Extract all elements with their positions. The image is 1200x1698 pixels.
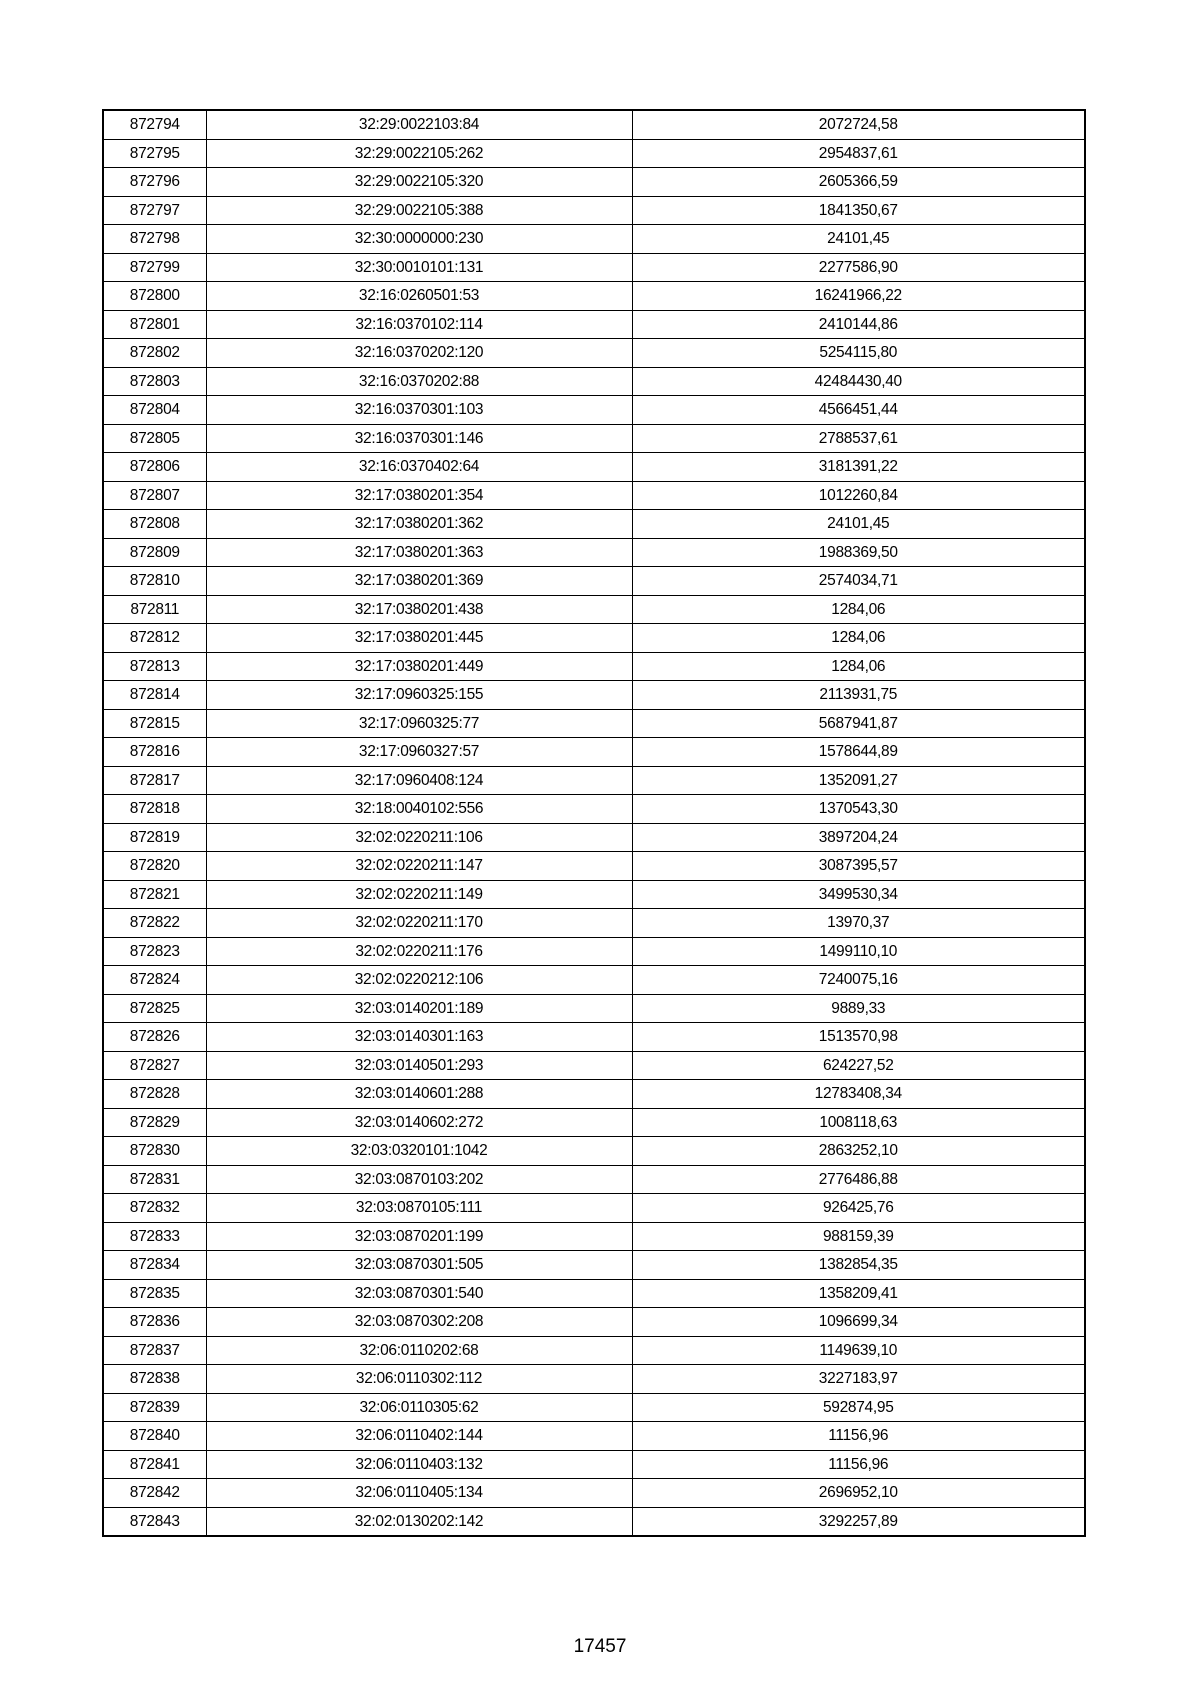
- value-cell: 1841350,67: [632, 196, 1085, 225]
- cadastral-number-cell: 32:17:0380201:354: [206, 481, 632, 510]
- value-cell: 4566451,44: [632, 396, 1085, 425]
- value-cell: 1096699,34: [632, 1308, 1085, 1337]
- value-cell: 624227,52: [632, 1051, 1085, 1080]
- cadastral-number-cell: 32:06:0110305:62: [206, 1393, 632, 1422]
- row-number-cell: 872824: [103, 966, 206, 995]
- cadastral-number-cell: 32:02:0220211:106: [206, 823, 632, 852]
- value-cell: 42484430,40: [632, 367, 1085, 396]
- value-cell: 11156,96: [632, 1422, 1085, 1451]
- cadastral-number-cell: 32:03:0870301:505: [206, 1251, 632, 1280]
- table-row: [103, 510, 1085, 539]
- cadastral-number-cell: 32:02:0220211:176: [206, 937, 632, 966]
- cadastral-number-cell: 32:06:0110302:112: [206, 1365, 632, 1394]
- row-number-cell: 872832: [103, 1194, 206, 1223]
- table-row: [103, 1507, 1085, 1536]
- cadastral-number-cell: 32:17:0380201:449: [206, 652, 632, 681]
- row-number-cell: 872796: [103, 168, 206, 197]
- table-row: [103, 225, 1085, 254]
- table-row: [103, 1023, 1085, 1052]
- table-row: [103, 880, 1085, 909]
- value-cell: 2863252,10: [632, 1137, 1085, 1166]
- row-number-cell: 872794: [103, 110, 206, 139]
- table-row: [103, 595, 1085, 624]
- cadastral-number-cell: 32:17:0380201:369: [206, 567, 632, 596]
- value-cell: 2072724,58: [632, 110, 1085, 139]
- cadastral-number-cell: 32:06:0110202:68: [206, 1336, 632, 1365]
- row-number-cell: 872795: [103, 139, 206, 168]
- cadastral-number-cell: 32:17:0380201:445: [206, 624, 632, 653]
- table-row: [103, 538, 1085, 567]
- cadastral-number-cell: 32:06:0110405:134: [206, 1479, 632, 1508]
- cadastral-number-cell: 32:03:0320101:1042: [206, 1137, 632, 1166]
- row-number-cell: 872843: [103, 1507, 206, 1536]
- cadastral-number-cell: 32:18:0040102:556: [206, 795, 632, 824]
- cadastral-number-cell: 32:17:0380201:363: [206, 538, 632, 567]
- table-row: [103, 424, 1085, 453]
- table-row: [103, 681, 1085, 710]
- cadastral-number-cell: 32:30:0000000:230: [206, 225, 632, 254]
- row-number-cell: 872809: [103, 538, 206, 567]
- value-cell: 11156,96: [632, 1450, 1085, 1479]
- table-row: [103, 766, 1085, 795]
- row-number-cell: 872804: [103, 396, 206, 425]
- row-number-cell: 872826: [103, 1023, 206, 1052]
- row-number-cell: 872817: [103, 766, 206, 795]
- value-cell: 3181391,22: [632, 453, 1085, 482]
- cadastral-number-cell: 32:06:0110402:144: [206, 1422, 632, 1451]
- row-number-cell: 872815: [103, 709, 206, 738]
- row-number-cell: 872834: [103, 1251, 206, 1280]
- value-cell: 9889,33: [632, 994, 1085, 1023]
- table-body: [103, 110, 1085, 1536]
- cadastral-number-cell: 32:03:0870103:202: [206, 1165, 632, 1194]
- row-number-cell: 872822: [103, 909, 206, 938]
- table-row: [103, 1336, 1085, 1365]
- value-cell: 5254115,80: [632, 339, 1085, 368]
- row-number-cell: 872801: [103, 310, 206, 339]
- cadastral-number-cell: 32:02:0130202:142: [206, 1507, 632, 1536]
- value-cell: 2113931,75: [632, 681, 1085, 710]
- cadastral-number-cell: 32:06:0110403:132: [206, 1450, 632, 1479]
- row-number-cell: 872805: [103, 424, 206, 453]
- value-cell: 988159,39: [632, 1222, 1085, 1251]
- row-number-cell: 872797: [103, 196, 206, 225]
- row-number-cell: 872812: [103, 624, 206, 653]
- table-row: [103, 367, 1085, 396]
- table-row: [103, 994, 1085, 1023]
- row-number-cell: 872842: [103, 1479, 206, 1508]
- value-cell: 16241966,22: [632, 282, 1085, 311]
- row-number-cell: 872835: [103, 1279, 206, 1308]
- row-number-cell: 872814: [103, 681, 206, 710]
- table-row: [103, 1450, 1085, 1479]
- table-row: [103, 852, 1085, 881]
- cadastral-number-cell: 32:16:0370301:103: [206, 396, 632, 425]
- row-number-cell: 872821: [103, 880, 206, 909]
- cadastral-number-cell: 32:03:0140602:272: [206, 1108, 632, 1137]
- row-number-cell: 872828: [103, 1080, 206, 1109]
- cadastral-number-cell: 32:17:0380201:438: [206, 595, 632, 624]
- value-cell: 2574034,71: [632, 567, 1085, 596]
- cadastral-number-cell: 32:03:0870302:208: [206, 1308, 632, 1337]
- table-row: [103, 1279, 1085, 1308]
- cadastral-number-cell: 32:29:0022105:320: [206, 168, 632, 197]
- cadastral-number-cell: 32:03:0870201:199: [206, 1222, 632, 1251]
- row-number-cell: 872811: [103, 595, 206, 624]
- page-number: 17457: [573, 1636, 627, 1657]
- row-number-cell: 872841: [103, 1450, 206, 1479]
- row-number-cell: 872829: [103, 1108, 206, 1137]
- cadastral-number-cell: 32:16:0260501:53: [206, 282, 632, 311]
- value-cell: 7240075,16: [632, 966, 1085, 995]
- row-number-cell: 872820: [103, 852, 206, 881]
- value-cell: 1012260,84: [632, 481, 1085, 510]
- table-row: [103, 168, 1085, 197]
- table-row: [103, 453, 1085, 482]
- table-row: [103, 481, 1085, 510]
- value-cell: 2788537,61: [632, 424, 1085, 453]
- cadastral-number-cell: 32:03:0140301:163: [206, 1023, 632, 1052]
- row-number-cell: 872836: [103, 1308, 206, 1337]
- value-cell: 1358209,41: [632, 1279, 1085, 1308]
- table-row: [103, 1108, 1085, 1137]
- value-cell: 1149639,10: [632, 1336, 1085, 1365]
- cadastral-number-cell: 32:16:0370102:114: [206, 310, 632, 339]
- table-row: [103, 1365, 1085, 1394]
- cadastral-number-cell: 32:16:0370402:64: [206, 453, 632, 482]
- table-row: [103, 652, 1085, 681]
- cadastral-number-cell: 32:03:0870301:540: [206, 1279, 632, 1308]
- row-number-cell: 872838: [103, 1365, 206, 1394]
- value-cell: 1499110,10: [632, 937, 1085, 966]
- value-cell: 2696952,10: [632, 1479, 1085, 1508]
- table-row: [103, 1251, 1085, 1280]
- value-cell: 1008118,63: [632, 1108, 1085, 1137]
- value-cell: 1352091,27: [632, 766, 1085, 795]
- value-cell: 1284,06: [632, 595, 1085, 624]
- table-row: [103, 624, 1085, 653]
- row-number-cell: 872803: [103, 367, 206, 396]
- value-cell: 1382854,35: [632, 1251, 1085, 1280]
- value-cell: 5687941,87: [632, 709, 1085, 738]
- value-cell: 13970,37: [632, 909, 1085, 938]
- row-number-cell: 872839: [103, 1393, 206, 1422]
- table-row: [103, 909, 1085, 938]
- row-number-cell: 872808: [103, 510, 206, 539]
- row-number-cell: 872827: [103, 1051, 206, 1080]
- table-row: [103, 738, 1085, 767]
- table-row: [103, 1479, 1085, 1508]
- value-cell: 2277586,90: [632, 253, 1085, 282]
- row-number-cell: 872798: [103, 225, 206, 254]
- row-number-cell: 872806: [103, 453, 206, 482]
- value-cell: 3897204,24: [632, 823, 1085, 852]
- cadastral-number-cell: 32:17:0960325:155: [206, 681, 632, 710]
- row-number-cell: 872799: [103, 253, 206, 282]
- value-cell: 1988369,50: [632, 538, 1085, 567]
- row-number-cell: 872840: [103, 1422, 206, 1451]
- row-number-cell: 872810: [103, 567, 206, 596]
- table-row: [103, 139, 1085, 168]
- row-number-cell: 872823: [103, 937, 206, 966]
- table-row: [103, 795, 1085, 824]
- value-cell: 2410144,86: [632, 310, 1085, 339]
- data-table: [102, 109, 1086, 1537]
- value-cell: 926425,76: [632, 1194, 1085, 1223]
- table-row: [103, 339, 1085, 368]
- table-row: [103, 1080, 1085, 1109]
- table-row: [103, 823, 1085, 852]
- cadastral-number-cell: 32:02:0220212:106: [206, 966, 632, 995]
- table-row: [103, 709, 1085, 738]
- cadastral-number-cell: 32:02:0220211:147: [206, 852, 632, 881]
- table-row: [103, 282, 1085, 311]
- table-row: [103, 396, 1085, 425]
- table-row: [103, 196, 1085, 225]
- cadastral-number-cell: 32:29:0022105:388: [206, 196, 632, 225]
- row-number-cell: 872807: [103, 481, 206, 510]
- cadastral-number-cell: 32:17:0380201:362: [206, 510, 632, 539]
- cadastral-number-cell: 32:29:0022103:84: [206, 110, 632, 139]
- cadastral-number-cell: 32:16:0370202:88: [206, 367, 632, 396]
- row-number-cell: 872830: [103, 1137, 206, 1166]
- cadastral-number-cell: 32:03:0140501:293: [206, 1051, 632, 1080]
- value-cell: 2776486,88: [632, 1165, 1085, 1194]
- table-row: [103, 966, 1085, 995]
- value-cell: 12783408,34: [632, 1080, 1085, 1109]
- row-number-cell: 872819: [103, 823, 206, 852]
- table-row: [103, 1308, 1085, 1337]
- row-number-cell: 872813: [103, 652, 206, 681]
- table-row: [103, 1194, 1085, 1223]
- table-row: [103, 937, 1085, 966]
- table-row: [103, 1422, 1085, 1451]
- value-cell: 2605366,59: [632, 168, 1085, 197]
- value-cell: 3292257,89: [632, 1507, 1085, 1536]
- value-cell: 592874,95: [632, 1393, 1085, 1422]
- value-cell: 1284,06: [632, 624, 1085, 653]
- row-number-cell: 872818: [103, 795, 206, 824]
- table-row: [103, 1222, 1085, 1251]
- cadastral-number-cell: 32:16:0370301:146: [206, 424, 632, 453]
- cadastral-number-cell: 32:03:0870105:111: [206, 1194, 632, 1223]
- table-row: [103, 1165, 1085, 1194]
- row-number-cell: 872837: [103, 1336, 206, 1365]
- table-row: [103, 1137, 1085, 1166]
- table-row: [103, 110, 1085, 139]
- value-cell: 3087395,57: [632, 852, 1085, 881]
- cadastral-number-cell: 32:03:0140201:189: [206, 994, 632, 1023]
- cadastral-number-cell: 32:17:0960325:77: [206, 709, 632, 738]
- value-cell: 1578644,89: [632, 738, 1085, 767]
- row-number-cell: 872802: [103, 339, 206, 368]
- cadastral-number-cell: 32:17:0960408:124: [206, 766, 632, 795]
- value-cell: 1284,06: [632, 652, 1085, 681]
- value-cell: 24101,45: [632, 225, 1085, 254]
- row-number-cell: 872833: [103, 1222, 206, 1251]
- cadastral-number-cell: 32:02:0220211:149: [206, 880, 632, 909]
- value-cell: 3227183,97: [632, 1365, 1085, 1394]
- cadastral-number-cell: 32:30:0010101:131: [206, 253, 632, 282]
- value-cell: 24101,45: [632, 510, 1085, 539]
- cadastral-number-cell: 32:16:0370202:120: [206, 339, 632, 368]
- cadastral-number-cell: 32:02:0220211:170: [206, 909, 632, 938]
- value-cell: 1370543,30: [632, 795, 1085, 824]
- value-cell: 1513570,98: [632, 1023, 1085, 1052]
- table-row: [103, 253, 1085, 282]
- table-row: [103, 1393, 1085, 1422]
- row-number-cell: 872816: [103, 738, 206, 767]
- value-cell: 2954837,61: [632, 139, 1085, 168]
- cadastral-number-cell: 32:03:0140601:288: [206, 1080, 632, 1109]
- row-number-cell: 872831: [103, 1165, 206, 1194]
- table-row: [103, 567, 1085, 596]
- value-cell: 3499530,34: [632, 880, 1085, 909]
- row-number-cell: 872800: [103, 282, 206, 311]
- cadastral-number-cell: 32:17:0960327:57: [206, 738, 632, 767]
- table-row: [103, 310, 1085, 339]
- table-row: [103, 1051, 1085, 1080]
- cadastral-number-cell: 32:29:0022105:262: [206, 139, 632, 168]
- row-number-cell: 872825: [103, 994, 206, 1023]
